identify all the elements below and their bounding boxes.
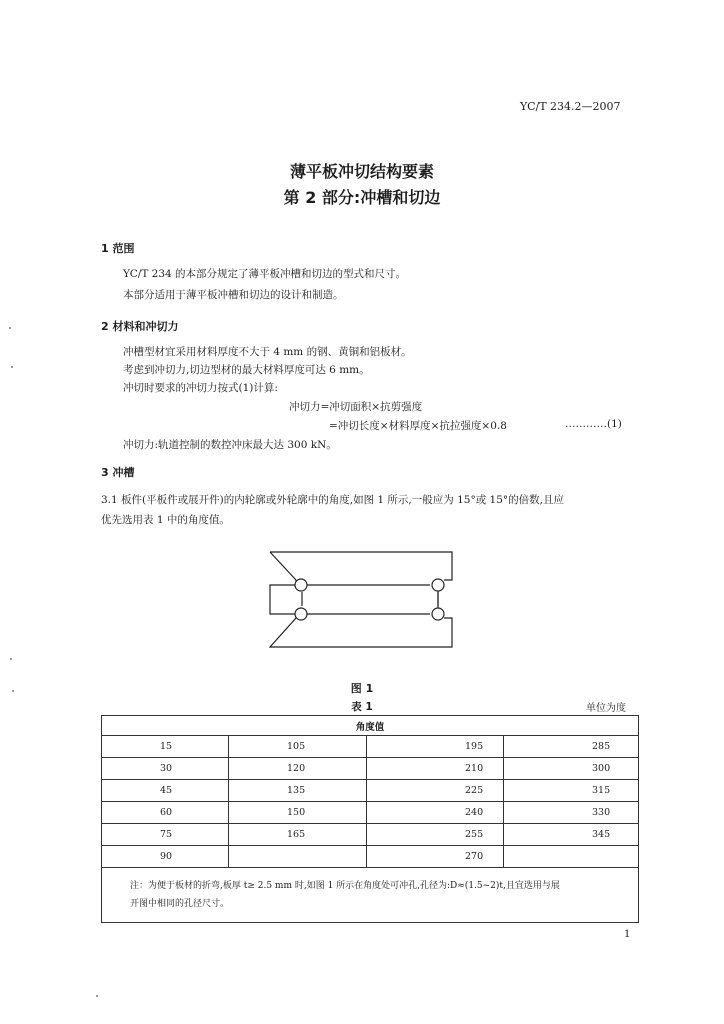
table-cell: 240 <box>367 802 504 824</box>
table-cell: 105 <box>229 736 367 758</box>
table-cell <box>229 846 367 868</box>
table-cell: 300 <box>504 758 639 780</box>
table-note <box>102 868 639 923</box>
section-2-heading: 2 材料和冲切力 <box>101 320 179 333</box>
table-row <box>102 824 639 846</box>
table-row <box>102 736 639 758</box>
section-2-paragraph-1: 冲槽型材宜采用材料厚度不大于 4 mm 的钢、黄铜和铝板材。 <box>123 346 412 358</box>
table-cell: 345 <box>504 824 639 846</box>
table-row <box>102 758 639 780</box>
table-header: 角度值 <box>102 716 639 736</box>
table-cell: 30 <box>102 758 229 780</box>
table-cell: 195 <box>367 736 504 758</box>
table-cell: 285 <box>504 736 639 758</box>
table-cell: 15 <box>102 736 229 758</box>
formula-line-2: =冲切长度×材料厚度×抗拉强度×0.8 <box>329 420 507 432</box>
table-cell: 315 <box>504 780 639 802</box>
table-cell: 330 <box>504 802 639 824</box>
table-cell: 225 <box>367 780 504 802</box>
page-number: 1 <box>624 929 631 940</box>
table-cell: 120 <box>229 758 367 780</box>
angle-table <box>101 715 639 923</box>
section-2-paragraph-2: 考虑到冲切力,切边型材的最大材料厚度可达 6 mm。 <box>123 364 370 376</box>
figure-caption: 图 1 <box>350 682 374 695</box>
table-unit: 单位为度 <box>586 703 626 714</box>
table-note-line-2: 开图中相同的孔径尺寸。 <box>130 899 230 909</box>
table-cell: 165 <box>229 824 367 846</box>
standard-code: YC/T 234.2—2007 <box>520 100 621 113</box>
section-3-heading: 3 冲槽 <box>101 466 135 479</box>
scan-speck <box>12 690 14 692</box>
table-cell: 255 <box>367 824 504 846</box>
table-row <box>102 802 639 824</box>
table-row <box>102 780 639 802</box>
scan-speck <box>11 366 13 368</box>
document-subtitle: 第 2 部分:冲槽和切边 <box>283 188 441 207</box>
table-cell <box>504 846 639 868</box>
section-3-paragraph-line-1: 3.1 板件(平板件或展开件)的内轮廓或外轮廓中的角度,如图 1 所示,一般应为 15°或 15°的倍数,且应 <box>101 494 564 506</box>
section-1-paragraph-1: YC/T 234 的本部分规定了薄平板冲槽和切边的型式和尺寸。 <box>123 268 407 280</box>
table-row <box>102 846 639 868</box>
table-cell: 150 <box>229 802 367 824</box>
table-cell: 270 <box>367 846 504 868</box>
table-cell: 60 <box>102 802 229 824</box>
scan-speck <box>10 658 12 660</box>
table-cell: 135 <box>229 780 367 802</box>
table-cell: 75 <box>102 824 229 846</box>
table-caption: 表 1 <box>351 701 373 713</box>
table-cell: 90 <box>102 846 229 868</box>
table-cell: 210 <box>367 758 504 780</box>
formula-number: …………(1) <box>565 418 622 430</box>
section-1-heading: 1 范围 <box>101 242 135 255</box>
scan-speck <box>9 327 11 329</box>
section-2-paragraph-3: 冲切时要求的冲切力按式(1)计算: <box>123 382 278 394</box>
section-2-paragraph-4: 冲切力:轨道控制的数控冲床最大达 300 kN。 <box>123 439 337 451</box>
section-3-paragraph-line-2: 优先选用表 1 中的角度值。 <box>101 514 230 526</box>
table-cell: 45 <box>102 780 229 802</box>
figure-1-diagram <box>262 548 468 656</box>
document-title: 薄平板冲切结构要素 <box>289 162 434 181</box>
section-1-paragraph-2: 本部分适用于薄平板冲槽和切边的设计和制造。 <box>123 289 344 301</box>
table-note-line-1: 注：为便于板材的折弯,板厚 t≥ 2.5 mm 时,如图 1 所示在角度处可冲孔,孔径为:D≈(1.5~2)t,且宜选用与展 <box>130 881 560 891</box>
formula-line-1: 冲切力=冲切面积×抗剪强度 <box>289 401 423 413</box>
scan-speck <box>96 995 98 997</box>
